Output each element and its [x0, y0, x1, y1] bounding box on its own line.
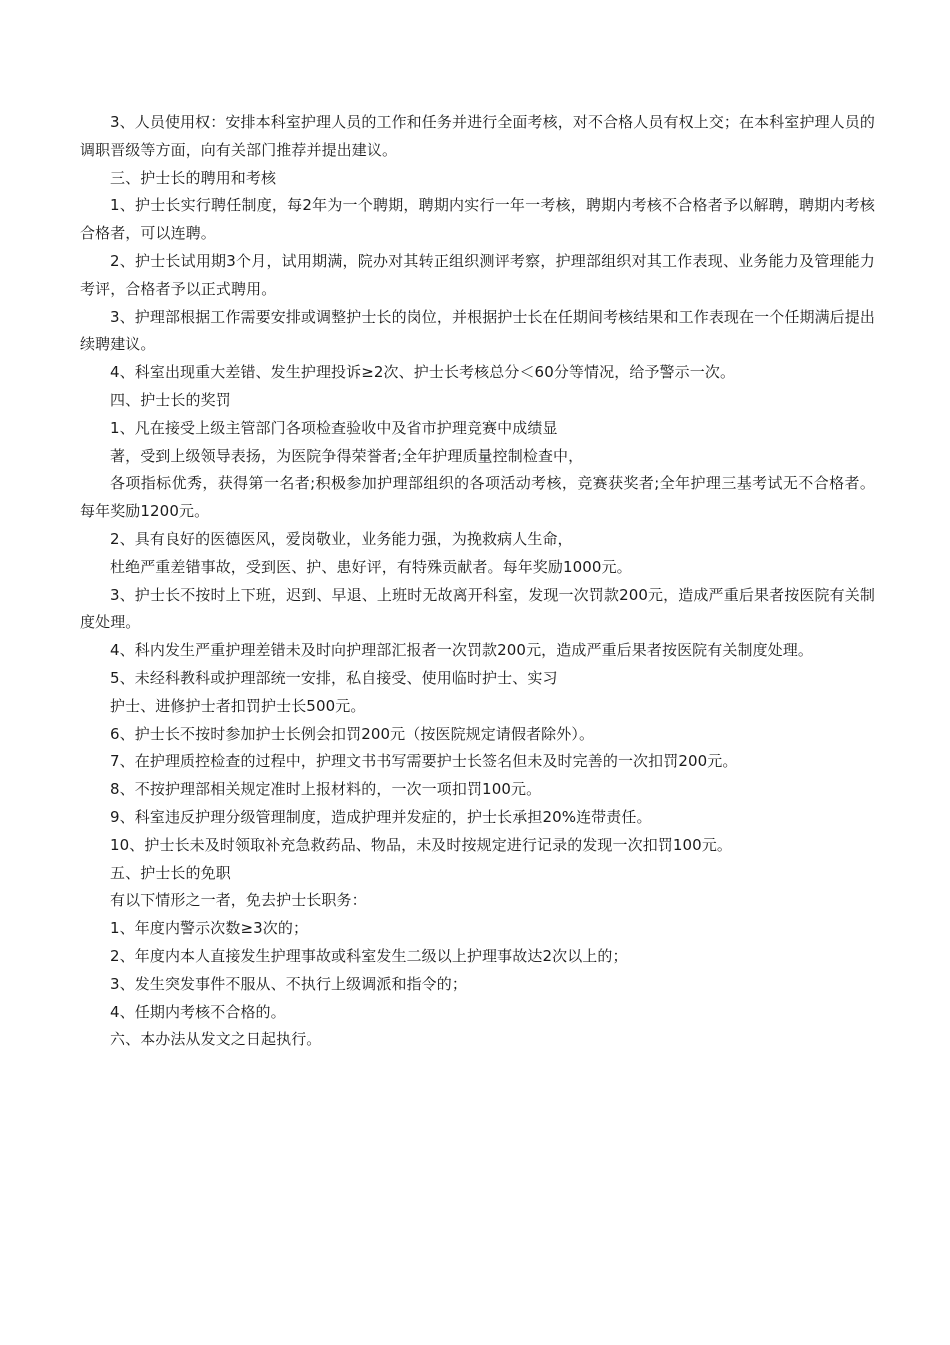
paragraph-penalty-7: 7、在护理质控检查的过程中，护理文书书写需要护士长签名但未及时完善的一次扣罚200元。 [110, 752, 738, 771]
section-heading-dismissal: 五、护士长的免职 [110, 863, 231, 882]
paragraph-penalty-4: 4、科内发生严重护理差错未及时向护理部汇报者一次罚款200元，造成严重后果者按医院有关制度处理。 [110, 641, 813, 660]
paragraph-appointment-2: 2、护士长试用期3个月，试用期满，院办对其转正组织测评考察，护理部组织对其工作表现、业务能力及管理能力考评，合格者予以正式聘用。 [80, 251, 875, 298]
paragraph-penalty-8: 8、不按护理部相关规定准时上报材料的，一次一项扣罚100元。 [110, 780, 542, 799]
paragraph-appointment-1: 1、护士长实行聘任制度，每2年为一个聘期，聘期内实行一年一考核，聘期内考核不合格者予以解聘，聘期内考核合格者，可以连聘。 [80, 196, 875, 243]
paragraph-penalty-6: 6、护士长不按时参加护士长例会扣罚200元（按医院规定请假者除外）。 [110, 724, 595, 743]
paragraph-dismissal-2: 2、年度内本人直接发生护理事故或科室发生二级以上护理事故达2次以上的； [110, 946, 628, 965]
paragraph-reward-1b: 著，受到上级领导表扬，为医院争得荣誉者;全年护理质量控制检查中， [110, 446, 584, 465]
paragraph-reward-2a: 2、具有良好的医德医风，爱岗敬业，业务能力强，为挽救病人生命， [110, 529, 573, 548]
paragraph-appointment-3: 3、护理部根据工作需要安排或调整护士长的岗位，并根据护士长在任期间考核结果和工作表现在一个任期满后提出续聘建议。 [80, 307, 875, 354]
paragraph-penalty-5a: 5、未经科教科或护理部统一安排，私自接受、使用临时护士、实习 [110, 668, 558, 687]
document-body [80, 109, 875, 1054]
paragraph-dismissal-3: 3、发生突发事件不服从、不执行上级调派和指令的； [110, 974, 467, 993]
paragraph-penalty-9: 9、科室违反护理分级管理制度，造成护理并发症的，护士长承担20%连带责任。 [110, 807, 652, 826]
paragraph-personnel-authority: 3、人员使用权：安排本科室护理人员的工作和任务并进行全面考核，对不合格人员有权上交；在本科室护理人员的调职晋级等方面，向有关部门推荐并提出建议。 [80, 113, 875, 159]
paragraph-reward-2b: 杜绝严重差错事故，受到医、护、患好评，有特殊贡献者。每年奖励1000元。 [110, 557, 632, 576]
paragraph-appointment-4: 4、科室出现重大差错、发生护理投诉≥2次、护士长考核总分＜60分等情况，给予警示一次。 [110, 363, 736, 382]
paragraph-penalty-5b: 护士、进修护士者扣罚护士长500元。 [110, 696, 366, 715]
paragraph-reward-1c: 各项指标优秀，获得第一名者;积极参加护理部组织的各项活动考核，竞赛获奖者;全年护理三基考试无不合格者。每年奖励1200元。 [80, 474, 875, 521]
paragraph-penalty-3: 3、护士长不按时上下班，迟到、早退、上班时无故离开科室，发现一次罚款200元，造成严重后果者按医院有关制度处理。 [80, 585, 875, 632]
section-heading-effective: 六、本办法从发文之日起执行。 [110, 1030, 322, 1049]
paragraph-reward-1a: 1、凡在接受上级主管部门各项检查验收中及省市护理竞赛中成绩显 [110, 418, 558, 437]
paragraph-dismissal-intro: 有以下情形之一者，免去护士长职务： [110, 891, 367, 910]
paragraph-penalty-10: 10、护士长未及时领取补充急救药品、物品，未及时按规定进行记录的发现一次扣罚100元。 [110, 835, 733, 854]
section-heading-rewards: 四、护士长的奖罚 [110, 390, 231, 409]
paragraph-dismissal-1: 1、年度内警示次数≥3次的； [110, 919, 309, 938]
section-heading-appointment: 三、护士长的聘用和考核 [110, 168, 277, 187]
paragraph-dismissal-4: 4、任期内考核不合格的。 [110, 1002, 286, 1021]
